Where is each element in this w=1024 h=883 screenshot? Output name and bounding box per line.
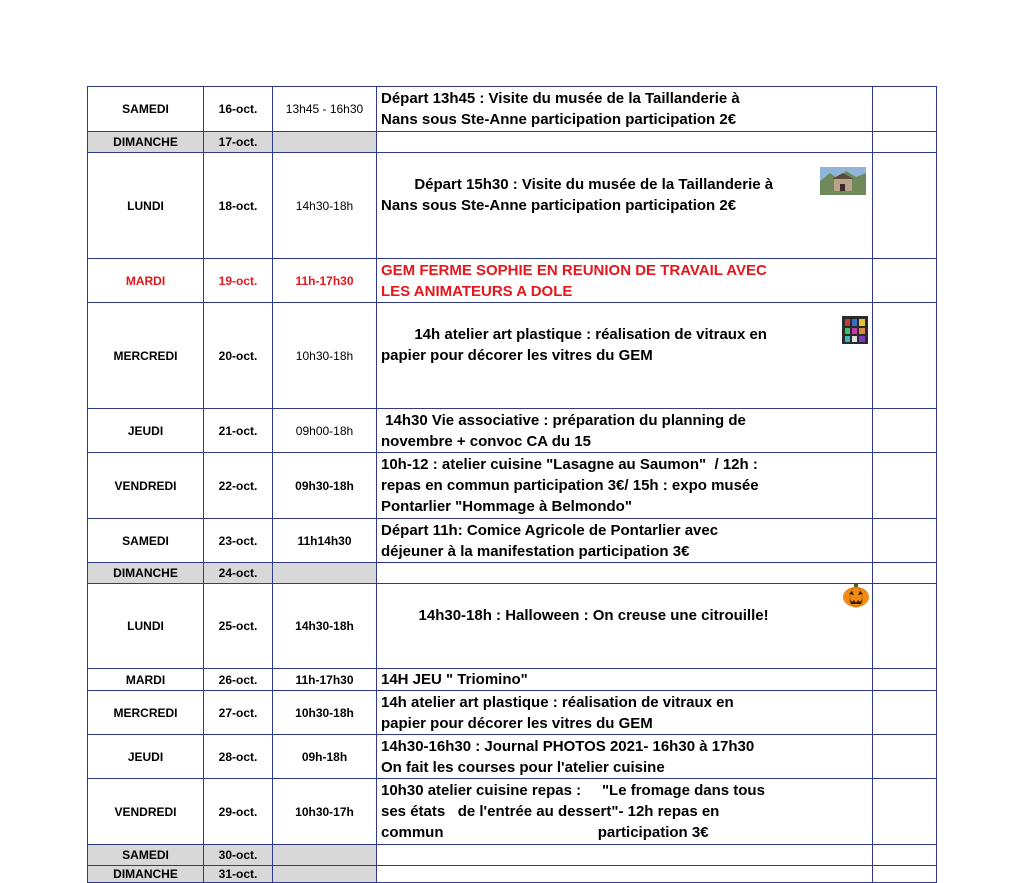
day-cell: DIMANCHE <box>88 866 204 883</box>
notes-cell <box>873 409 937 453</box>
time-cell: 10h30-18h <box>273 691 377 735</box>
day-cell: MERCREDI <box>88 303 204 409</box>
time-cell: 10h30-17h <box>273 779 377 845</box>
schedule-row <box>88 132 937 153</box>
activity-cell <box>377 132 873 153</box>
time-cell <box>273 845 377 866</box>
museum-photo-icon <box>820 167 866 195</box>
day-cell: DIMANCHE <box>88 132 204 153</box>
day-cell: LUNDI <box>88 153 204 259</box>
notes-cell <box>873 453 937 519</box>
date-cell: 20-oct. <box>204 303 273 409</box>
notes-cell <box>873 584 937 669</box>
activity-cell: GEM FERME SOPHIE EN REUNION DE TRAVAIL AVEC LES ANIMATEURS A DOLE <box>377 259 873 303</box>
date-cell: 24-oct. <box>204 563 273 584</box>
date-cell: 27-oct. <box>204 691 273 735</box>
activity-cell: 14H JEU " Triomino" <box>377 669 873 691</box>
time-cell: 11h-17h30 <box>273 669 377 691</box>
activity-cell: 14h atelier art plastique : réalisation de vitraux en papier pour décorer les vitres du GEM <box>377 691 873 735</box>
date-cell: 21-oct. <box>204 409 273 453</box>
schedule-row <box>88 845 937 866</box>
notes-cell <box>873 132 937 153</box>
time-cell: 10h30-18h <box>273 303 377 409</box>
schedule-row <box>88 259 937 303</box>
notes-cell <box>873 153 937 259</box>
day-cell: MARDI <box>88 669 204 691</box>
date-cell: 30-oct. <box>204 845 273 866</box>
activity-cell <box>377 153 873 259</box>
activity-cell <box>377 563 873 584</box>
activity-text: 14h30-18h : Halloween : On creuse une citrouille! <box>414 607 769 624</box>
schedule-row <box>88 409 937 453</box>
notes-cell <box>873 779 937 845</box>
activity-cell <box>377 866 873 883</box>
pumpkin-icon <box>842 584 870 609</box>
time-cell: 11h-17h30 <box>273 259 377 303</box>
day-cell: SAMEDI <box>88 845 204 866</box>
day-cell: MARDI <box>88 259 204 303</box>
activity-cell <box>377 845 873 866</box>
schedule-row <box>88 691 937 735</box>
activity-cell: 10h30 atelier cuisine repas : "Le fromage dans tous ses états de l'entrée au dessert"- 12h repas en commun participation 3€ <box>377 779 873 845</box>
schedule-row <box>88 669 937 691</box>
activity-text: Départ 15h30 : Visite du musée de la Taillanderie à Nans sous Ste-Anne participation participation 2€ <box>381 176 774 214</box>
day-cell: MERCREDI <box>88 691 204 735</box>
date-cell: 17-oct. <box>204 132 273 153</box>
time-cell <box>273 132 377 153</box>
activity-cell: Départ 13h45 : Visite du musée de la Taillanderie à Nans sous Ste-Anne participation participation 2€ <box>377 87 873 132</box>
date-cell: 31-oct. <box>204 866 273 883</box>
notes-cell <box>873 563 937 584</box>
schedule-row <box>88 563 937 584</box>
time-cell <box>273 563 377 584</box>
notes-cell <box>873 691 937 735</box>
date-cell: 16-oct. <box>204 87 273 132</box>
schedule-row <box>88 153 937 259</box>
date-cell: 19-oct. <box>204 259 273 303</box>
schedule-row <box>88 303 937 409</box>
activity-cell: 14h30-16h30 : Journal PHOTOS 2021- 16h30 à 17h30 On fait les courses pour l'atelier cuisine <box>377 735 873 779</box>
schedule-row <box>88 779 937 845</box>
time-cell <box>273 866 377 883</box>
activity-cell: 14h30 Vie associative : préparation du planning de novembre + convoc CA du 15 <box>377 409 873 453</box>
schedule-row <box>88 866 937 883</box>
activity-cell: Départ 11h: Comice Agricole de Pontarlier avec déjeuner à la manifestation participation 3€ <box>377 519 873 563</box>
day-cell: DIMANCHE <box>88 563 204 584</box>
notes-cell <box>873 87 937 132</box>
notes-cell <box>873 303 937 409</box>
stained-glass-icon <box>842 316 868 344</box>
day-cell: SAMEDI <box>88 519 204 563</box>
time-cell: 09h30-18h <box>273 453 377 519</box>
notes-cell <box>873 866 937 883</box>
date-cell: 25-oct. <box>204 584 273 669</box>
notes-cell <box>873 519 937 563</box>
activity-text: 14h atelier art plastique : réalisation de vitraux en papier pour décorer les vitres du GEM <box>381 326 767 364</box>
date-cell: 23-oct. <box>204 519 273 563</box>
notes-cell <box>873 669 937 691</box>
date-cell: 28-oct. <box>204 735 273 779</box>
activity-cell <box>377 584 873 669</box>
notes-cell <box>873 735 937 779</box>
schedule-row <box>88 735 937 779</box>
date-cell: 22-oct. <box>204 453 273 519</box>
notes-cell <box>873 259 937 303</box>
day-cell: LUNDI <box>88 584 204 669</box>
schedule-table <box>87 86 937 883</box>
day-cell: JEUDI <box>88 409 204 453</box>
date-cell: 26-oct. <box>204 669 273 691</box>
activity-cell <box>377 303 873 409</box>
day-cell: VENDREDI <box>88 779 204 845</box>
day-cell: JEUDI <box>88 735 204 779</box>
schedule-row <box>88 453 937 519</box>
date-cell: 18-oct. <box>204 153 273 259</box>
schedule-row <box>88 519 937 563</box>
time-cell: 14h30-18h <box>273 584 377 669</box>
notes-cell <box>873 845 937 866</box>
schedule-row <box>88 87 937 132</box>
time-cell: 11h14h30 <box>273 519 377 563</box>
time-cell: 09h-18h <box>273 735 377 779</box>
day-cell: SAMEDI <box>88 87 204 132</box>
date-cell: 29-oct. <box>204 779 273 845</box>
activity-cell: 10h-12 : atelier cuisine "Lasagne au Saumon" / 12h : repas en commun participation 3€/ 15h : expo musée Pontarlier "Hommage à Belmondo" <box>377 453 873 519</box>
time-cell: 09h00-18h <box>273 409 377 453</box>
day-cell: VENDREDI <box>88 453 204 519</box>
schedule-row <box>88 584 937 669</box>
time-cell: 14h30-18h <box>273 153 377 259</box>
time-cell: 13h45 - 16h30 <box>273 87 377 132</box>
